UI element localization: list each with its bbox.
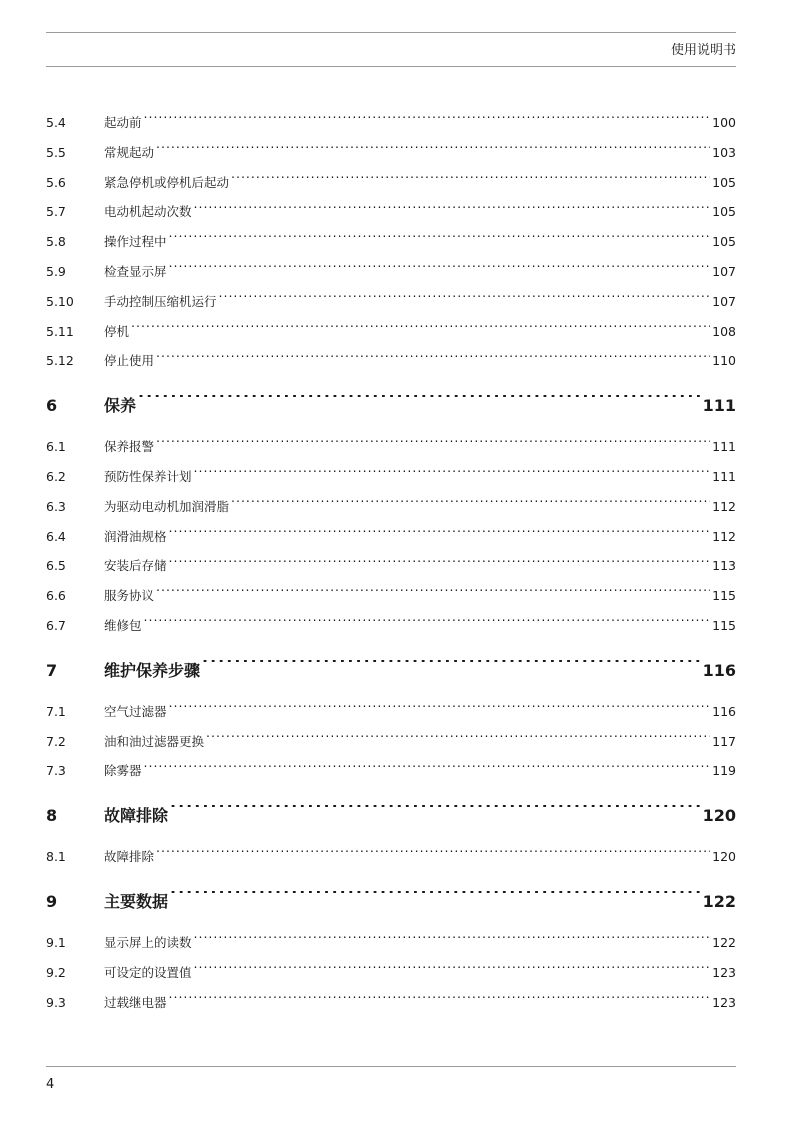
toc-entry-title: 润滑油规格 bbox=[104, 528, 167, 544]
toc-entry-number: 5.11 bbox=[46, 323, 74, 339]
toc-entry-title: 手动控制压缩机运行 bbox=[104, 293, 217, 309]
header-top-rule bbox=[46, 32, 736, 33]
toc-dot-leader bbox=[170, 891, 701, 907]
toc-entry-title: 油和油过滤器更换 bbox=[104, 733, 205, 749]
toc-entry-page: 110 bbox=[712, 353, 736, 369]
toc-entry-number: 5.10 bbox=[46, 293, 74, 309]
toc-dot-leader bbox=[138, 395, 701, 411]
toc-dot-leader bbox=[156, 588, 710, 601]
toc-section-entry[interactable] bbox=[46, 257, 736, 287]
toc-dot-leader bbox=[219, 293, 711, 306]
toc-dot-leader bbox=[156, 144, 710, 157]
toc-section-entry[interactable] bbox=[46, 138, 736, 168]
toc-dot-leader bbox=[169, 528, 711, 541]
toc-entry-title: 为驱动电动机加润滑脂 bbox=[104, 498, 230, 514]
toc-dot-leader bbox=[169, 234, 711, 247]
toc-entry-title: 保养报警 bbox=[104, 439, 155, 455]
toc-entry-number: 8 bbox=[46, 806, 58, 826]
toc-entry-title: 维护保养步骤 bbox=[104, 660, 201, 680]
toc-dot-leader bbox=[131, 323, 710, 336]
toc-entry-number: 5.4 bbox=[46, 115, 66, 130]
toc-dot-leader bbox=[144, 115, 711, 128]
toc-entry-page: 111 bbox=[702, 396, 736, 416]
toc-section-entry[interactable] bbox=[46, 697, 736, 727]
toc-chapter-entry[interactable] bbox=[46, 880, 736, 924]
toc-section-entry[interactable] bbox=[46, 197, 736, 227]
toc-entry-number: 5.6 bbox=[46, 174, 66, 190]
table-of-contents bbox=[46, 108, 736, 1017]
toc-entry-number: 9 bbox=[46, 891, 58, 911]
toc-chapter-entry[interactable] bbox=[46, 794, 736, 838]
toc-entry-title: 故障排除 bbox=[104, 806, 169, 826]
document-title: 使用说明书 bbox=[670, 43, 736, 58]
toc-entry-title: 紧急停机或停机后起动 bbox=[104, 174, 230, 190]
toc-entry-title: 检查显示屏 bbox=[104, 263, 167, 279]
toc-dot-leader bbox=[194, 204, 711, 217]
toc-dot-leader bbox=[169, 703, 711, 716]
toc-entry-title: 操作过程中 bbox=[104, 234, 167, 250]
toc-entry-page: 116 bbox=[702, 660, 736, 680]
toc-section-entry[interactable] bbox=[46, 346, 736, 376]
toc-entry-title: 维修包 bbox=[104, 617, 142, 633]
toc-section-entry[interactable] bbox=[46, 756, 736, 786]
toc-entry-page: 108 bbox=[712, 323, 736, 339]
toc-entry-page: 120 bbox=[712, 849, 736, 865]
toc-section-entry[interactable] bbox=[46, 958, 736, 988]
toc-entry-title: 起动前 bbox=[104, 115, 142, 130]
toc-entry-number: 6.2 bbox=[46, 468, 66, 484]
toc-entry-title: 可设定的设置值 bbox=[104, 964, 192, 980]
toc-chapter-entry[interactable] bbox=[46, 384, 736, 428]
toc-entry-page: 123 bbox=[712, 994, 736, 1010]
toc-entry-title: 除雾器 bbox=[104, 763, 142, 779]
toc-dot-leader bbox=[156, 849, 710, 862]
toc-section-entry[interactable] bbox=[46, 287, 736, 317]
toc-entry-title: 故障排除 bbox=[104, 849, 155, 865]
toc-dot-leader bbox=[170, 805, 701, 821]
toc-entry-page: 115 bbox=[712, 617, 736, 633]
toc-entry-number: 6.4 bbox=[46, 528, 66, 544]
toc-entry-page: 105 bbox=[712, 204, 736, 220]
toc-entry-page: 113 bbox=[712, 558, 736, 574]
toc-dot-leader bbox=[231, 498, 710, 511]
toc-section-entry[interactable] bbox=[46, 611, 736, 641]
toc-entry-page: 105 bbox=[712, 234, 736, 250]
toc-entry-title: 过载继电器 bbox=[104, 994, 167, 1010]
toc-entry-page: 103 bbox=[712, 144, 736, 160]
toc-entry-number: 6.1 bbox=[46, 439, 66, 455]
toc-entry-number: 6.3 bbox=[46, 498, 66, 514]
toc-entry-number: 7 bbox=[46, 660, 58, 680]
toc-entry-title: 显示屏上的读数 bbox=[104, 934, 192, 950]
toc-entry-page: 112 bbox=[712, 498, 736, 514]
toc-dot-leader bbox=[194, 468, 711, 481]
toc-entry-page: 115 bbox=[712, 588, 736, 604]
toc-section-entry[interactable] bbox=[46, 432, 736, 462]
toc-entry-title: 常规起动 bbox=[104, 144, 155, 160]
toc-entry-number: 5.12 bbox=[46, 353, 74, 369]
toc-dot-leader bbox=[156, 353, 710, 366]
toc-section-entry[interactable] bbox=[46, 727, 736, 757]
toc-entry-number: 7.3 bbox=[46, 763, 66, 779]
toc-entry-title: 主要数据 bbox=[104, 891, 169, 911]
page-number: 4 bbox=[46, 1077, 55, 1092]
toc-section-entry[interactable] bbox=[46, 168, 736, 198]
toc-entry-page: 111 bbox=[712, 468, 736, 484]
toc-entry-number: 8.1 bbox=[46, 849, 66, 865]
toc-entry-title: 服务协议 bbox=[104, 588, 155, 604]
toc-entry-title: 保养 bbox=[104, 396, 137, 416]
toc-entry-number: 5.7 bbox=[46, 204, 66, 220]
toc-entry-page: 111 bbox=[712, 439, 736, 455]
toc-section-entry[interactable] bbox=[46, 842, 736, 872]
toc-section-entry[interactable] bbox=[46, 551, 736, 581]
toc-dot-leader bbox=[231, 174, 710, 187]
toc-section-entry[interactable] bbox=[46, 462, 736, 492]
toc-section-entry[interactable] bbox=[46, 581, 736, 611]
toc-section-entry[interactable] bbox=[46, 928, 736, 958]
toc-entry-number: 9.1 bbox=[46, 934, 66, 950]
toc-entry-page: 100 bbox=[712, 115, 736, 130]
toc-chapter-entry[interactable] bbox=[46, 649, 736, 693]
toc-entry-title: 安装后存储 bbox=[104, 558, 167, 574]
toc-dot-leader bbox=[169, 558, 711, 571]
toc-entry-number: 9.2 bbox=[46, 964, 66, 980]
toc-entry-page: 107 bbox=[712, 293, 736, 309]
toc-section-entry[interactable] bbox=[46, 492, 736, 522]
toc-entry-number: 6.7 bbox=[46, 617, 66, 633]
toc-entry-page: 123 bbox=[712, 964, 736, 980]
toc-section-entry[interactable] bbox=[46, 988, 736, 1018]
toc-entry-page: 112 bbox=[712, 528, 736, 544]
toc-entry-number: 7.1 bbox=[46, 703, 66, 719]
toc-entry-page: 107 bbox=[712, 263, 736, 279]
toc-entry-title: 空气过滤器 bbox=[104, 703, 167, 719]
toc-dot-leader bbox=[194, 964, 711, 977]
footer-rule bbox=[46, 1066, 736, 1067]
toc-section-entry[interactable] bbox=[46, 522, 736, 552]
toc-entry-title: 预防性保养计划 bbox=[104, 468, 192, 484]
toc-entry-page: 120 bbox=[702, 806, 736, 826]
toc-entry-page: 122 bbox=[712, 934, 736, 950]
toc-entry-title: 停止使用 bbox=[104, 353, 155, 369]
toc-entry-number: 6 bbox=[46, 396, 58, 416]
toc-entry-number: 7.2 bbox=[46, 733, 66, 749]
toc-entry-number: 5.8 bbox=[46, 234, 66, 250]
toc-dot-leader bbox=[202, 660, 701, 676]
toc-dot-leader bbox=[169, 994, 711, 1007]
toc-entry-number: 5.9 bbox=[46, 263, 66, 279]
toc-entry-page: 117 bbox=[712, 733, 736, 749]
header-bottom-rule bbox=[46, 66, 736, 67]
toc-entry-page: 119 bbox=[712, 763, 736, 779]
toc-entry-number: 6.5 bbox=[46, 558, 66, 574]
toc-entry-number: 6.6 bbox=[46, 588, 66, 604]
toc-section-entry[interactable] bbox=[46, 108, 736, 138]
toc-entry-page: 122 bbox=[702, 891, 736, 911]
toc-entry-title: 停机 bbox=[104, 323, 130, 339]
toc-entry-number: 9.3 bbox=[46, 994, 66, 1010]
toc-dot-leader bbox=[144, 617, 711, 630]
toc-dot-leader bbox=[169, 263, 711, 276]
toc-dot-leader bbox=[156, 439, 710, 452]
toc-section-entry[interactable] bbox=[46, 317, 736, 347]
toc-dot-leader bbox=[194, 934, 711, 947]
toc-dot-leader bbox=[144, 763, 711, 776]
toc-dot-leader bbox=[206, 733, 710, 746]
toc-entry-number: 5.5 bbox=[46, 144, 66, 160]
toc-section-entry[interactable] bbox=[46, 227, 736, 257]
toc-entry-page: 105 bbox=[712, 174, 736, 190]
toc-entry-page: 116 bbox=[712, 703, 736, 719]
toc-entry-title: 电动机起动次数 bbox=[104, 204, 192, 220]
